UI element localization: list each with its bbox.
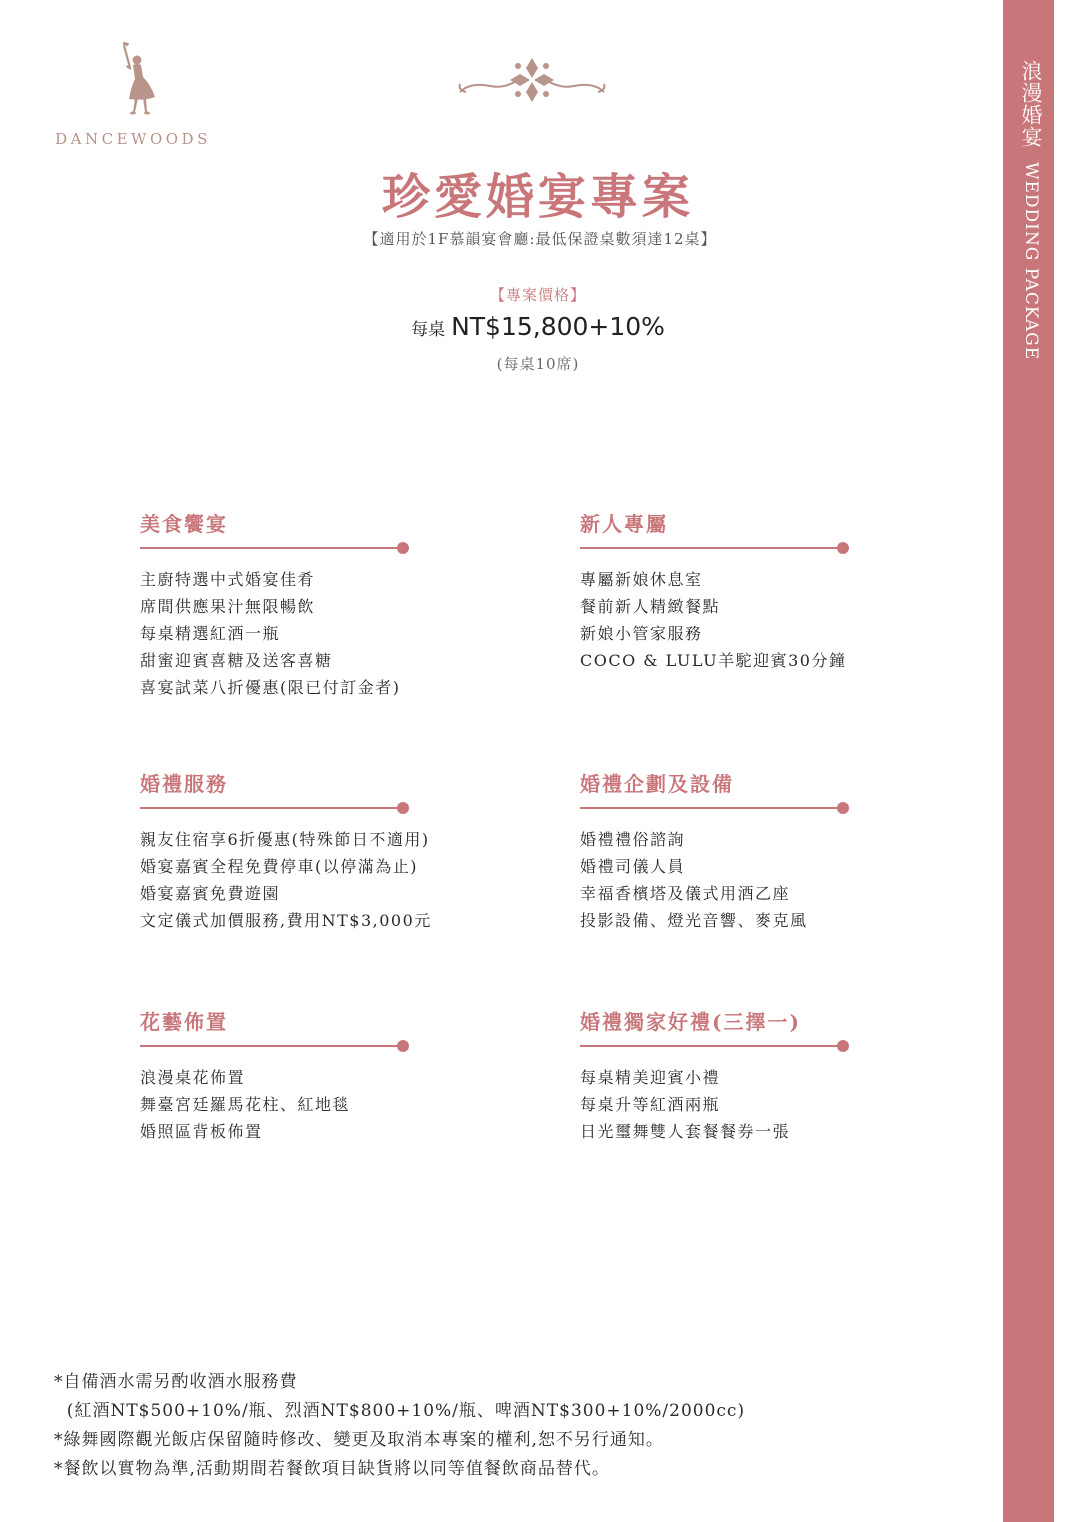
footnote: *自備酒水需另酌收酒水服務費 <box>54 1372 298 1392</box>
price-note: (每桌10席) <box>496 355 580 373</box>
section-title: 婚禮獨家好禮(三擇一) <box>580 1010 801 1034</box>
side-title-zh: 浪漫婚宴 <box>1019 60 1043 148</box>
footnote: (紅酒NT$500+10%/瓶、烈酒NT$800+10%/瓶、啤酒NT$300+10%/2000cc) <box>54 1401 746 1421</box>
side-title-en: WEDDING PACKAGE <box>1021 162 1041 361</box>
list-item: 婚照區背板佈置 <box>140 1122 263 1141</box>
footnote: *餐飲以實物為準,活動期間若餐飲項目缺貨將以同等值餐飲商品替代。 <box>54 1459 610 1479</box>
section-rule <box>580 1040 845 1052</box>
section-rule <box>140 802 405 814</box>
section-title: 美食饗宴 <box>140 512 228 536</box>
section-rule <box>580 542 845 554</box>
list-item: 婚禮司儀人員 <box>580 857 686 876</box>
price-label: 【專案價格】 <box>489 286 586 304</box>
venue-condition: 【適用於1F慕韻宴會廳:最低保證桌數須達12桌】 <box>363 230 717 248</box>
brand-name: DANCEWOODS <box>55 130 211 148</box>
page-title: 珍愛婚宴專案 <box>381 169 694 225</box>
section-planning-equipment <box>580 768 900 934</box>
section-title: 婚禮服務 <box>140 772 228 796</box>
list-item: 婚禮禮俗諮詢 <box>580 830 686 849</box>
list-item: COCO & LULU羊駝迎賓30分鐘 <box>580 651 847 670</box>
dancer-silhouette-icon <box>103 40 163 120</box>
list-item: 婚宴嘉賓免費遊園 <box>140 884 281 903</box>
list-item: 幸福香檳塔及儀式用酒乙座 <box>580 884 791 903</box>
list-item: 甜蜜迎賓喜糖及送客喜糖 <box>140 651 333 670</box>
list-item: 舞臺宮廷羅馬花柱、紅地毯 <box>140 1095 351 1114</box>
section-title: 新人專屬 <box>580 512 668 536</box>
list-item: 親友住宿享6折優惠(特殊節日不適用) <box>140 830 430 849</box>
section-title: 花藝佈置 <box>140 1010 228 1034</box>
list-item: 喜宴試菜八折優惠(限已付訂金者) <box>140 678 401 697</box>
list-item: 每桌升等紅酒兩瓶 <box>580 1095 721 1114</box>
footnote: *綠舞國際觀光飯店保留隨時修改、變更及取消本專案的權利,恕不另行通知。 <box>54 1430 664 1450</box>
section-rule <box>140 1040 405 1052</box>
list-item: 婚宴嘉賓全程免費停車(以停滿為止) <box>140 857 418 876</box>
section-rule <box>580 802 845 814</box>
list-item: 席間供應果汁無限暢飲 <box>140 597 316 616</box>
section-exclusive-gift <box>580 1006 900 1145</box>
list-item: 文定儀式加價服務,費用NT$3,000元 <box>140 911 432 930</box>
page-title-wrap <box>0 158 1076 227</box>
section-title: 婚禮企劃及設備 <box>580 772 734 796</box>
list-item: 日光璽舞雙人套餐餐券一張 <box>580 1122 791 1141</box>
section-wedding-service <box>140 768 460 934</box>
price-amount: NT$15,800+10% <box>451 312 665 341</box>
list-item: 每桌精美迎賓小禮 <box>580 1068 721 1087</box>
list-item: 專屬新娘休息室 <box>580 570 703 589</box>
list-item: 主廚特選中式婚宴佳肴 <box>140 570 316 589</box>
price <box>288 312 788 341</box>
section-gourmet <box>140 508 460 701</box>
logo <box>48 40 218 148</box>
section-rule <box>140 542 405 554</box>
ornament-icon <box>452 52 612 108</box>
section-couple-exclusive <box>580 508 900 674</box>
list-item: 每桌精選紅酒一瓶 <box>140 624 281 643</box>
list-item: 投影設備、燈光音響、麥克風 <box>580 911 808 930</box>
list-item: 浪漫桌花佈置 <box>140 1068 246 1087</box>
section-floral <box>140 1006 460 1145</box>
list-item: 餐前新人精緻餐點 <box>580 597 721 616</box>
footnotes <box>54 1368 954 1484</box>
price-prefix: 每桌 <box>411 320 446 340</box>
list-item: 新娘小管家服務 <box>580 624 703 643</box>
